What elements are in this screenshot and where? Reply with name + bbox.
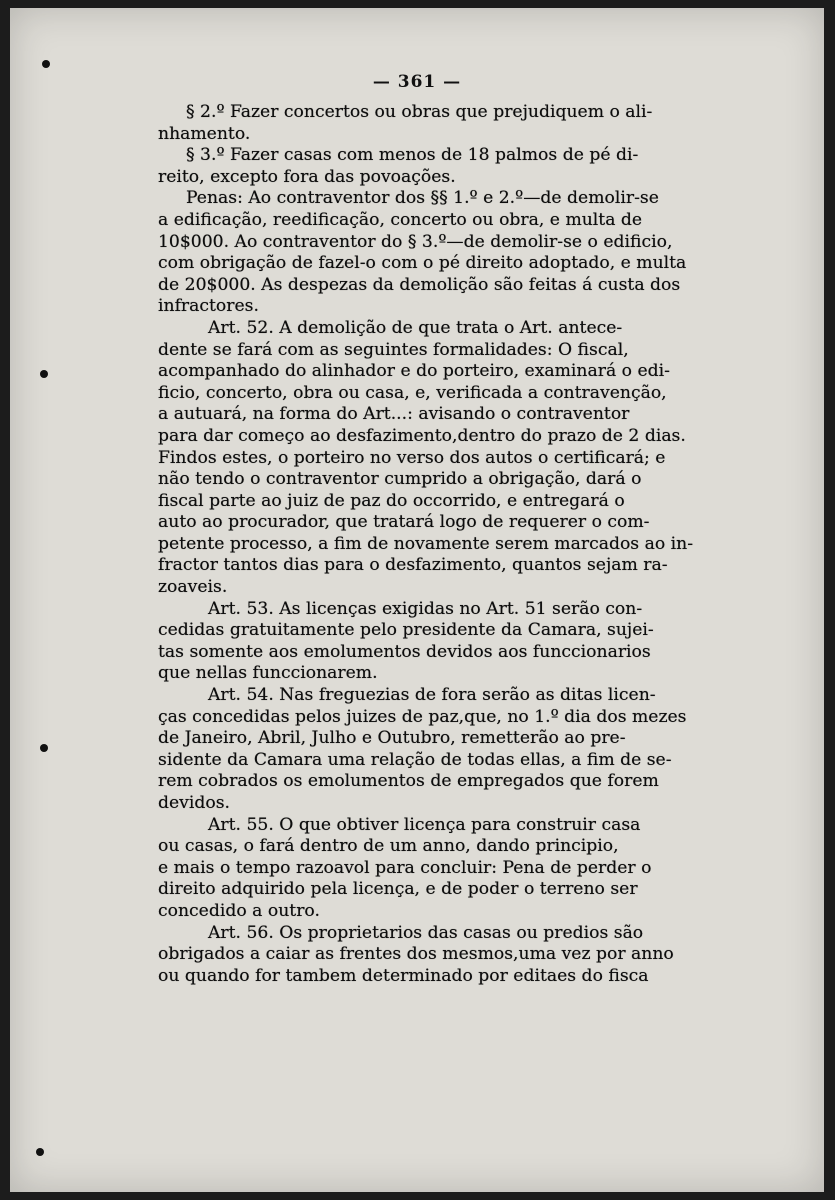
binding-hole-mark: [42, 60, 50, 68]
paragraph-art-54: Art. 54. Nas freguezias de fora serão as ditas licen- ças concedidas pelos juizes de paz,que, no 1.º dia dos mezes de Janeiro, Abril, Julho e Outubro, remetterão ao pre- sidente da Camara uma relação de todas ellas, a fim de se- rem cobrados os emolumentos de empregados que forem devidos.: [158, 685, 687, 813]
paragraph-par2: § 2.º Fazer concertos ou obras que prejudiquem o ali- nhamento.: [158, 102, 653, 144]
binding-hole-mark: [40, 370, 48, 378]
page-body-text: [158, 102, 733, 987]
paragraph-par3: § 3.º Fazer casas com menos de 18 palmos de pé di- reito, excepto fora das povoações.: [158, 145, 639, 187]
binding-hole-mark: [36, 1148, 44, 1156]
paragraph-art-55: Art. 55. O que obtiver licença para construir casa ou casas, o fará dentro de um anno, dando principio, e mais o tempo razoavol para concluir: Pena de perder o direito adquirido pela licença, e de poder o terreno ser concedido a outro.: [158, 814, 652, 921]
paragraph-art-52: Art. 52. A demolição de que trata o Art. antece- dente se fará com as seguintes formalidades: O fiscal, acompanhado do alinhador e do porteiro, examinará o edi- ficio, concerto, obra ou casa, e, verificada a contravenção, a autuará, na forma do Art...: avisando o contraventor para dar começo ao desfazimento,dentro do prazo de 2 dias. Findos estes, o porteiro no verso dos autos o certificará; e não tendo o contraventor cumprido a obrigação, dará o fiscal parte ao juiz de paz do occorrido, e entregará o auto ao procurador, que tratará logo de requerer o com- petente processo, a fim de novamente serem marcados ao in- fractor tantos dias para o desfazimento, quantos sejam ra- zoaveis.: [158, 317, 694, 598]
paragraph-art-53: Art. 53. As licenças exigidas no Art. 51 serão con- cedidas gratuitamente pelo presidente da Camara, sujei- tas somente aos emolumentos devidos aos funccionarios que nellas funccionarem.: [158, 598, 654, 684]
paragraph-penas: Penas: Ao contraventor dos §§ 1.º e 2.º—de demolir-se a edificação, reedificação, concerto ou obra, e multa de 10$000. Ao contraventor do § 3.º—de demolir-se o edificio, com obrigação de fazel-o com o pé direito adoptado, e multa de 20$000. As despezas da demolição são feitas á custa dos infractores.: [158, 188, 687, 317]
document-page: [10, 8, 824, 1192]
paragraph-art-56: Art. 56. Os proprietarios das casas ou predios são obrigados a caiar as frentes dos mesmos,uma vez por anno ou quando for tambem determinado por editaes do fisca: [158, 922, 674, 986]
page-number: — 361 —: [372, 72, 462, 92]
binding-hole-mark: [40, 744, 48, 752]
